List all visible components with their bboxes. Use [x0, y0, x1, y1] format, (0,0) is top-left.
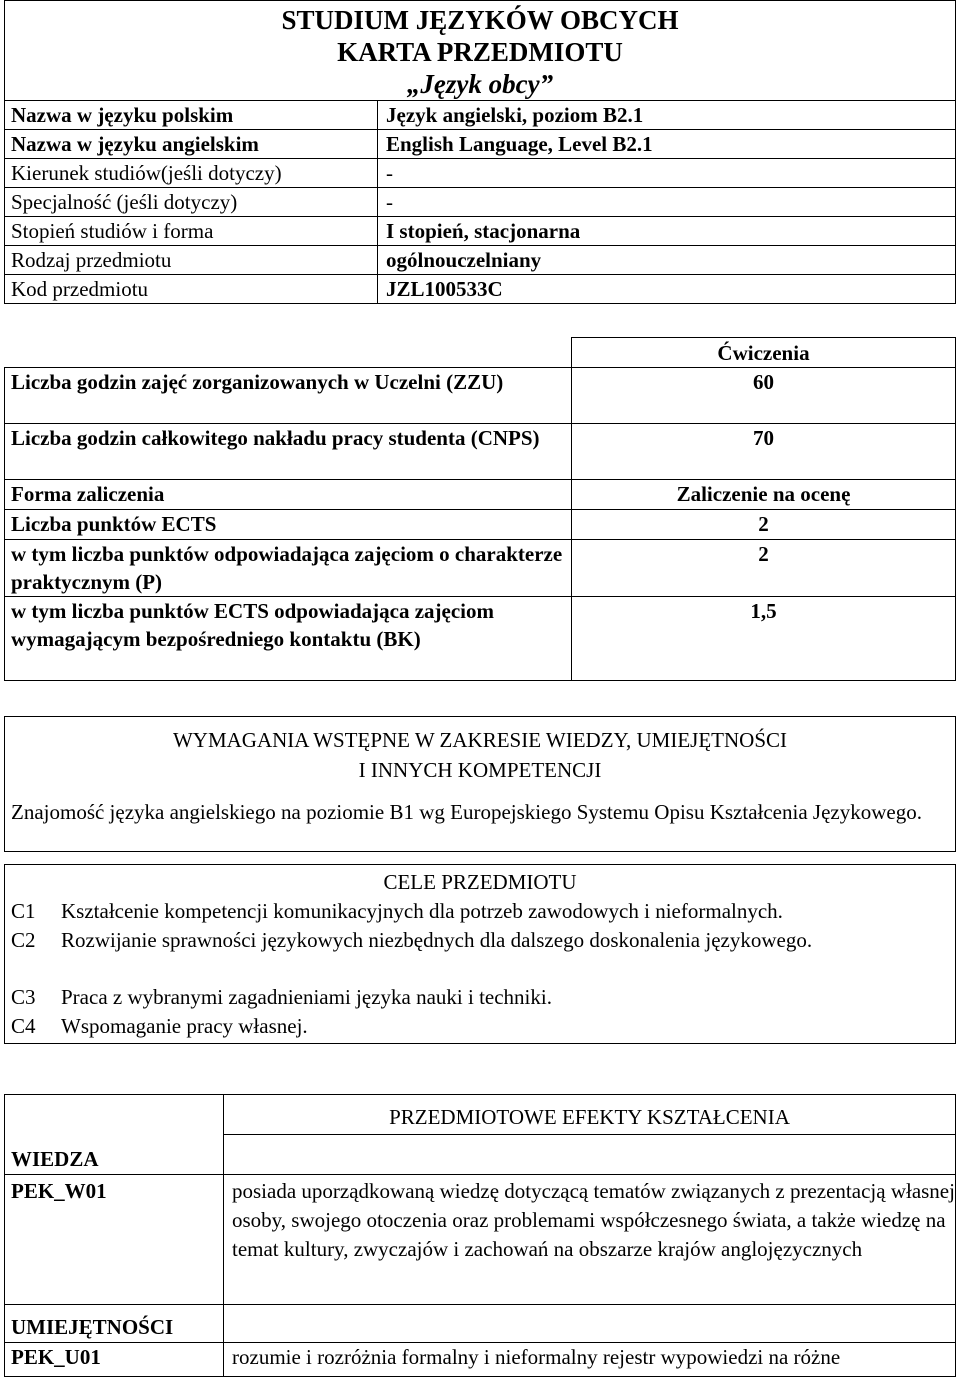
value-cnps: 70 — [572, 424, 956, 480]
label-degree-form: Stopień studiów i forma — [5, 217, 378, 246]
label-name-polish: Nazwa w języku polskim — [5, 101, 378, 130]
label-ects-bk: w tym liczba punktów ECTS odpowiadająca zajęciom wymagającym bezpośredniego kontaktu (BK) — [5, 597, 572, 681]
value-course-type: ogólnouczelniany — [378, 246, 956, 275]
goal-item — [11, 1012, 941, 1041]
value-name-english: English Language, Level B2.1 — [378, 130, 956, 159]
goal-item — [11, 897, 941, 926]
value-ects-bk: 1,5 — [572, 597, 956, 681]
value-ects-practical: 2 — [572, 540, 956, 597]
goal-text: Kształcenie kompetencji komunikacyjnych dla potrzeb zawodowych i nieformalnych. — [61, 899, 783, 923]
title-line-3: „Język obcy” — [406, 69, 554, 99]
column-header-exercises: Ćwiczenia — [572, 338, 956, 368]
label-assessment-form: Forma zaliczenia — [5, 480, 572, 510]
goal-item — [11, 926, 941, 955]
pek-w01-code: PEK_W01 — [5, 1175, 224, 1305]
goal-code: C2 — [11, 928, 36, 952]
prerequisites-text: Znajomość języka angielskiego na poziomie B1 wg Europejskiego Systemu Opisu Kształcenia Językowego. — [11, 800, 922, 824]
course-goals-section — [4, 864, 956, 1044]
goal-code: C1 — [11, 899, 36, 923]
pek-w01-text: posiada uporządkowaną wiedzę dotyczącą tematów związanych z prezentacją własnej osoby, swojego otoczenia oraz problemami współczesnego świata, a także wiedzę na temat kultury, zwyczajów i zachowań na obszarze krajów anglojęzycznych — [224, 1175, 956, 1305]
card-title — [5, 1, 956, 101]
value-assessment-form: Zaliczenie na ocenę — [572, 480, 956, 510]
label-cnps: Liczba godzin całkowitego nakładu pracy studenta (CNPS) — [5, 424, 572, 480]
row-name-english — [5, 130, 956, 159]
label-specialty: Specjalność (jeśli dotyczy) — [5, 188, 378, 217]
row-field-of-study — [5, 159, 956, 188]
learning-outcomes-heading: PRZEDMIOTOWE EFEKTY KSZTAŁCENIA — [224, 1095, 956, 1135]
hours-ects-table — [4, 337, 956, 681]
row-degree-form — [5, 217, 956, 246]
row-specialty — [5, 188, 956, 217]
goal-text: Rozwijanie sprawności językowych niezbędnych dla dalszego doskonalenia językowego. — [61, 928, 813, 952]
learning-outcomes-table — [4, 1094, 956, 1377]
prerequisites-heading-line-1: WYMAGANIA WSTĘPNE W ZAKRESIE WIEDZY, UMIEJĘTNOŚCI — [172, 728, 788, 752]
course-goals-heading: CELE PRZEDMIOTU — [383, 870, 577, 894]
label-ects-practical: w tym liczba punktów odpowiadająca zajęciom o charakterze praktycznym (P) — [5, 540, 572, 597]
label-field-of-study: Kierunek studiów(jeśli dotyczy) — [5, 159, 378, 188]
goal-text: Praca z wybranymi zagadnieniami języka nauki i techniki. — [61, 985, 552, 1009]
skills-label: UMIEJĘTNOŚCI — [5, 1305, 224, 1343]
label-name-english: Nazwa w języku angielskim — [5, 130, 378, 159]
title-line-2: KARTA PRZEDMIOTU — [337, 37, 623, 67]
label-course-code: Kod przedmiotu — [5, 275, 378, 304]
value-course-code: JZL100533C — [378, 275, 956, 304]
row-course-code — [5, 275, 956, 304]
row-course-type — [5, 246, 956, 275]
prerequisites-section — [4, 716, 956, 852]
course-identification-table — [4, 0, 956, 304]
label-course-type: Rodzaj przedmiotu — [5, 246, 378, 275]
knowledge-label: WIEDZA — [5, 1135, 224, 1175]
value-field-of-study: - — [378, 159, 956, 188]
pek-u01-text: rozumie i rozróżnia formalny i nieformalny rejestr wypowiedzi na różne — [224, 1343, 956, 1377]
goal-code: C3 — [11, 985, 36, 1009]
value-degree-form: I stopień, stacjonarna — [378, 217, 956, 246]
goal-code: C4 — [11, 1014, 36, 1038]
goal-text: Wspomaganie pracy własnej. — [61, 1014, 308, 1038]
value-name-polish: Język angielski, poziom B2.1 — [378, 101, 956, 130]
title-line-1: STUDIUM JĘZYKÓW OBCYCH — [281, 5, 679, 35]
value-zzu: 60 — [572, 368, 956, 424]
value-specialty: - — [378, 188, 956, 217]
label-ects: Liczba punktów ECTS — [5, 510, 572, 540]
label-zzu: Liczba godzin zajęć zorganizowanych w Uczelni (ZZU) — [5, 368, 572, 424]
goal-item — [11, 983, 941, 1012]
prerequisites-heading — [5, 725, 955, 785]
prerequisites-heading-line-2: I INNYCH KOMPETENCJI — [358, 758, 602, 782]
pek-u01-code: PEK_U01 — [5, 1343, 224, 1377]
value-ects: 2 — [572, 510, 956, 540]
row-name-polish — [5, 101, 956, 130]
